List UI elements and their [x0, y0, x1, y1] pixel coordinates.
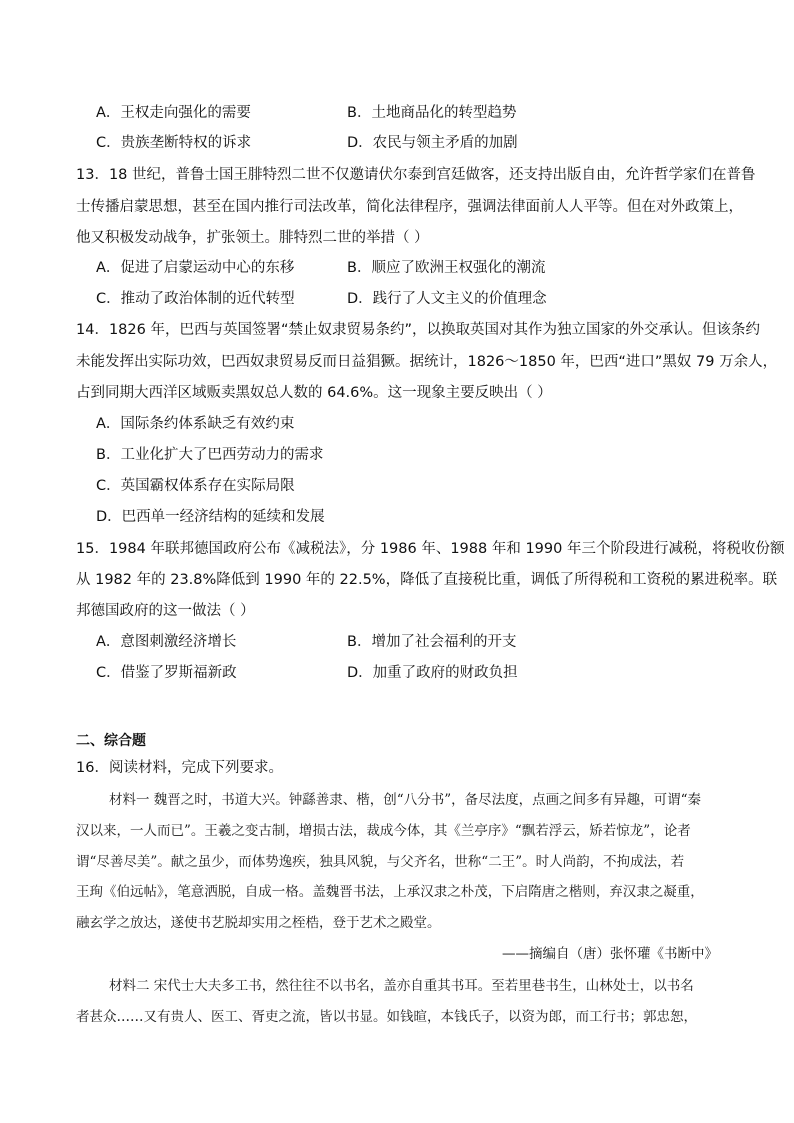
q13-option-c: C．推动了政治体制的近代转型	[96, 291, 295, 307]
q12-option-d: D．农民与领主矛盾的加剧	[347, 135, 518, 151]
q14-option-c: C．英国霸权体系存在实际局限	[96, 478, 295, 494]
q15-option-c: C．借鉴了罗斯福新政	[96, 665, 237, 681]
q14-option-d: D．巴西单一经济结构的延续和发展	[96, 509, 325, 525]
q15-stem-line-3: 邦德国政府的这一做法（ ）	[76, 603, 255, 619]
q16-stem: 16．阅读材料，完成下列要求。	[76, 760, 283, 776]
q15-option-a: A．意图刺激经济增长	[96, 634, 237, 650]
q13-option-a: A．促进了启蒙运动中心的东移	[96, 260, 295, 276]
q14-stem-line-3: 占到同期大西洋区域贩卖黑奴总人数的 64.6%。这一现象主要反映出（ ）	[76, 385, 552, 401]
q13-stem-line-2: 士传播启蒙思想，甚至在国内推行司法改革，简化法律程序，强调法律面前人人平等。但在对外政策上，	[76, 199, 743, 215]
q12-option-a: A．王权走向强化的需要	[96, 105, 251, 121]
material2-line-1: 材料二 宋代士大夫多工书，然往往不以书名，盖亦自重其书耳。至若里巷书生，山林处士，以书名	[109, 978, 694, 994]
q13-option-d: D．践行了人文主义的价值理念	[347, 291, 547, 307]
q13-option-b: B．顺应了欧洲王权强化的潮流	[347, 260, 546, 276]
q15-stem-line-1: 15．1984 年联邦德国政府公布《减税法》，分 1986 年、1988 年和 1990 年三个阶段进行减税，将税收份额	[76, 541, 785, 557]
section-heading: 二、综合题	[76, 733, 146, 749]
q12-option-b: B．土地商品化的转型趋势	[347, 105, 517, 121]
material1-line-2: 汉以来，一人而已”。王羲之变古制，增损古法，裁成今体，其《兰亭序》“飘若浮云，矫若惊龙”，论者	[76, 823, 691, 839]
q12-option-c: C．贵族垄断特权的诉求	[96, 135, 252, 151]
q14-option-b: B．工业化扩大了巴西劳动力的需求	[96, 447, 324, 463]
q13-stem-line-1: 13．18 世纪，普鲁士国王腓特烈二世不仅邀请伏尔泰到宫廷做客，还支持出版自由，允许哲学家们在普鲁	[76, 167, 756, 183]
material1-line-3: 谓“尽善尽美”。献之虽少，而体势逸疾，独具风貌，与父齐名，世称“二王”。时人尚韵，不拘成法，若	[76, 854, 685, 870]
q15-stem-line-2: 从 1982 年的 23.8%降低到 1990 年的 22.5%，降低了直接税比重，调低了所得税和工资税的累进税率。联	[76, 572, 778, 588]
material1-line-1: 材料一 魏晋之时，书道大兴。钟繇善隶、楷，创“八分书”，备尽法度，点画之间多有异趣，可谓“秦	[109, 792, 701, 808]
material1-source: ——摘编自（唐）张怀瓘《书断中》	[502, 946, 718, 962]
material2-line-2: 者甚众……又有贵人、医工、胥吏之流，皆以书显。如钱暄，本钱氏子，以资为郎，而工行书；郭忠恕，	[76, 1009, 697, 1025]
q14-stem-line-1: 14．1826 年，巴西与英国签署“禁止奴隶贸易条约”，以换取英国对其作为独立国家的外交承认。但该条约	[76, 322, 760, 338]
material1-line-4: 王珣《伯远帖》，笔意洒脱，自成一格。盖魏晋书法，上承汉隶之朴茂，下启隋唐之楷则，弃汉隶之凝重，	[76, 884, 704, 900]
q13-stem-line-3: 他又积极发动战争，扩张领土。腓特烈二世的举措（ ）	[76, 230, 429, 246]
q15-option-b: B．增加了社会福利的开支	[347, 634, 517, 650]
material1-line-5: 融玄学之放达，遂使书艺脱却实用之桎梏，登于艺术之殿堂。	[76, 915, 441, 931]
q14-option-a: A．国际条约体系缺乏有效约束	[96, 416, 295, 432]
q14-stem-line-2: 未能发挥出实际功效，巴西奴隶贸易反而日益猖獗。据统计，1826～1850 年，巴西“进口”黑奴 79 万余人，	[76, 354, 778, 370]
q15-option-d: D．加重了政府的财政负担	[347, 665, 518, 681]
